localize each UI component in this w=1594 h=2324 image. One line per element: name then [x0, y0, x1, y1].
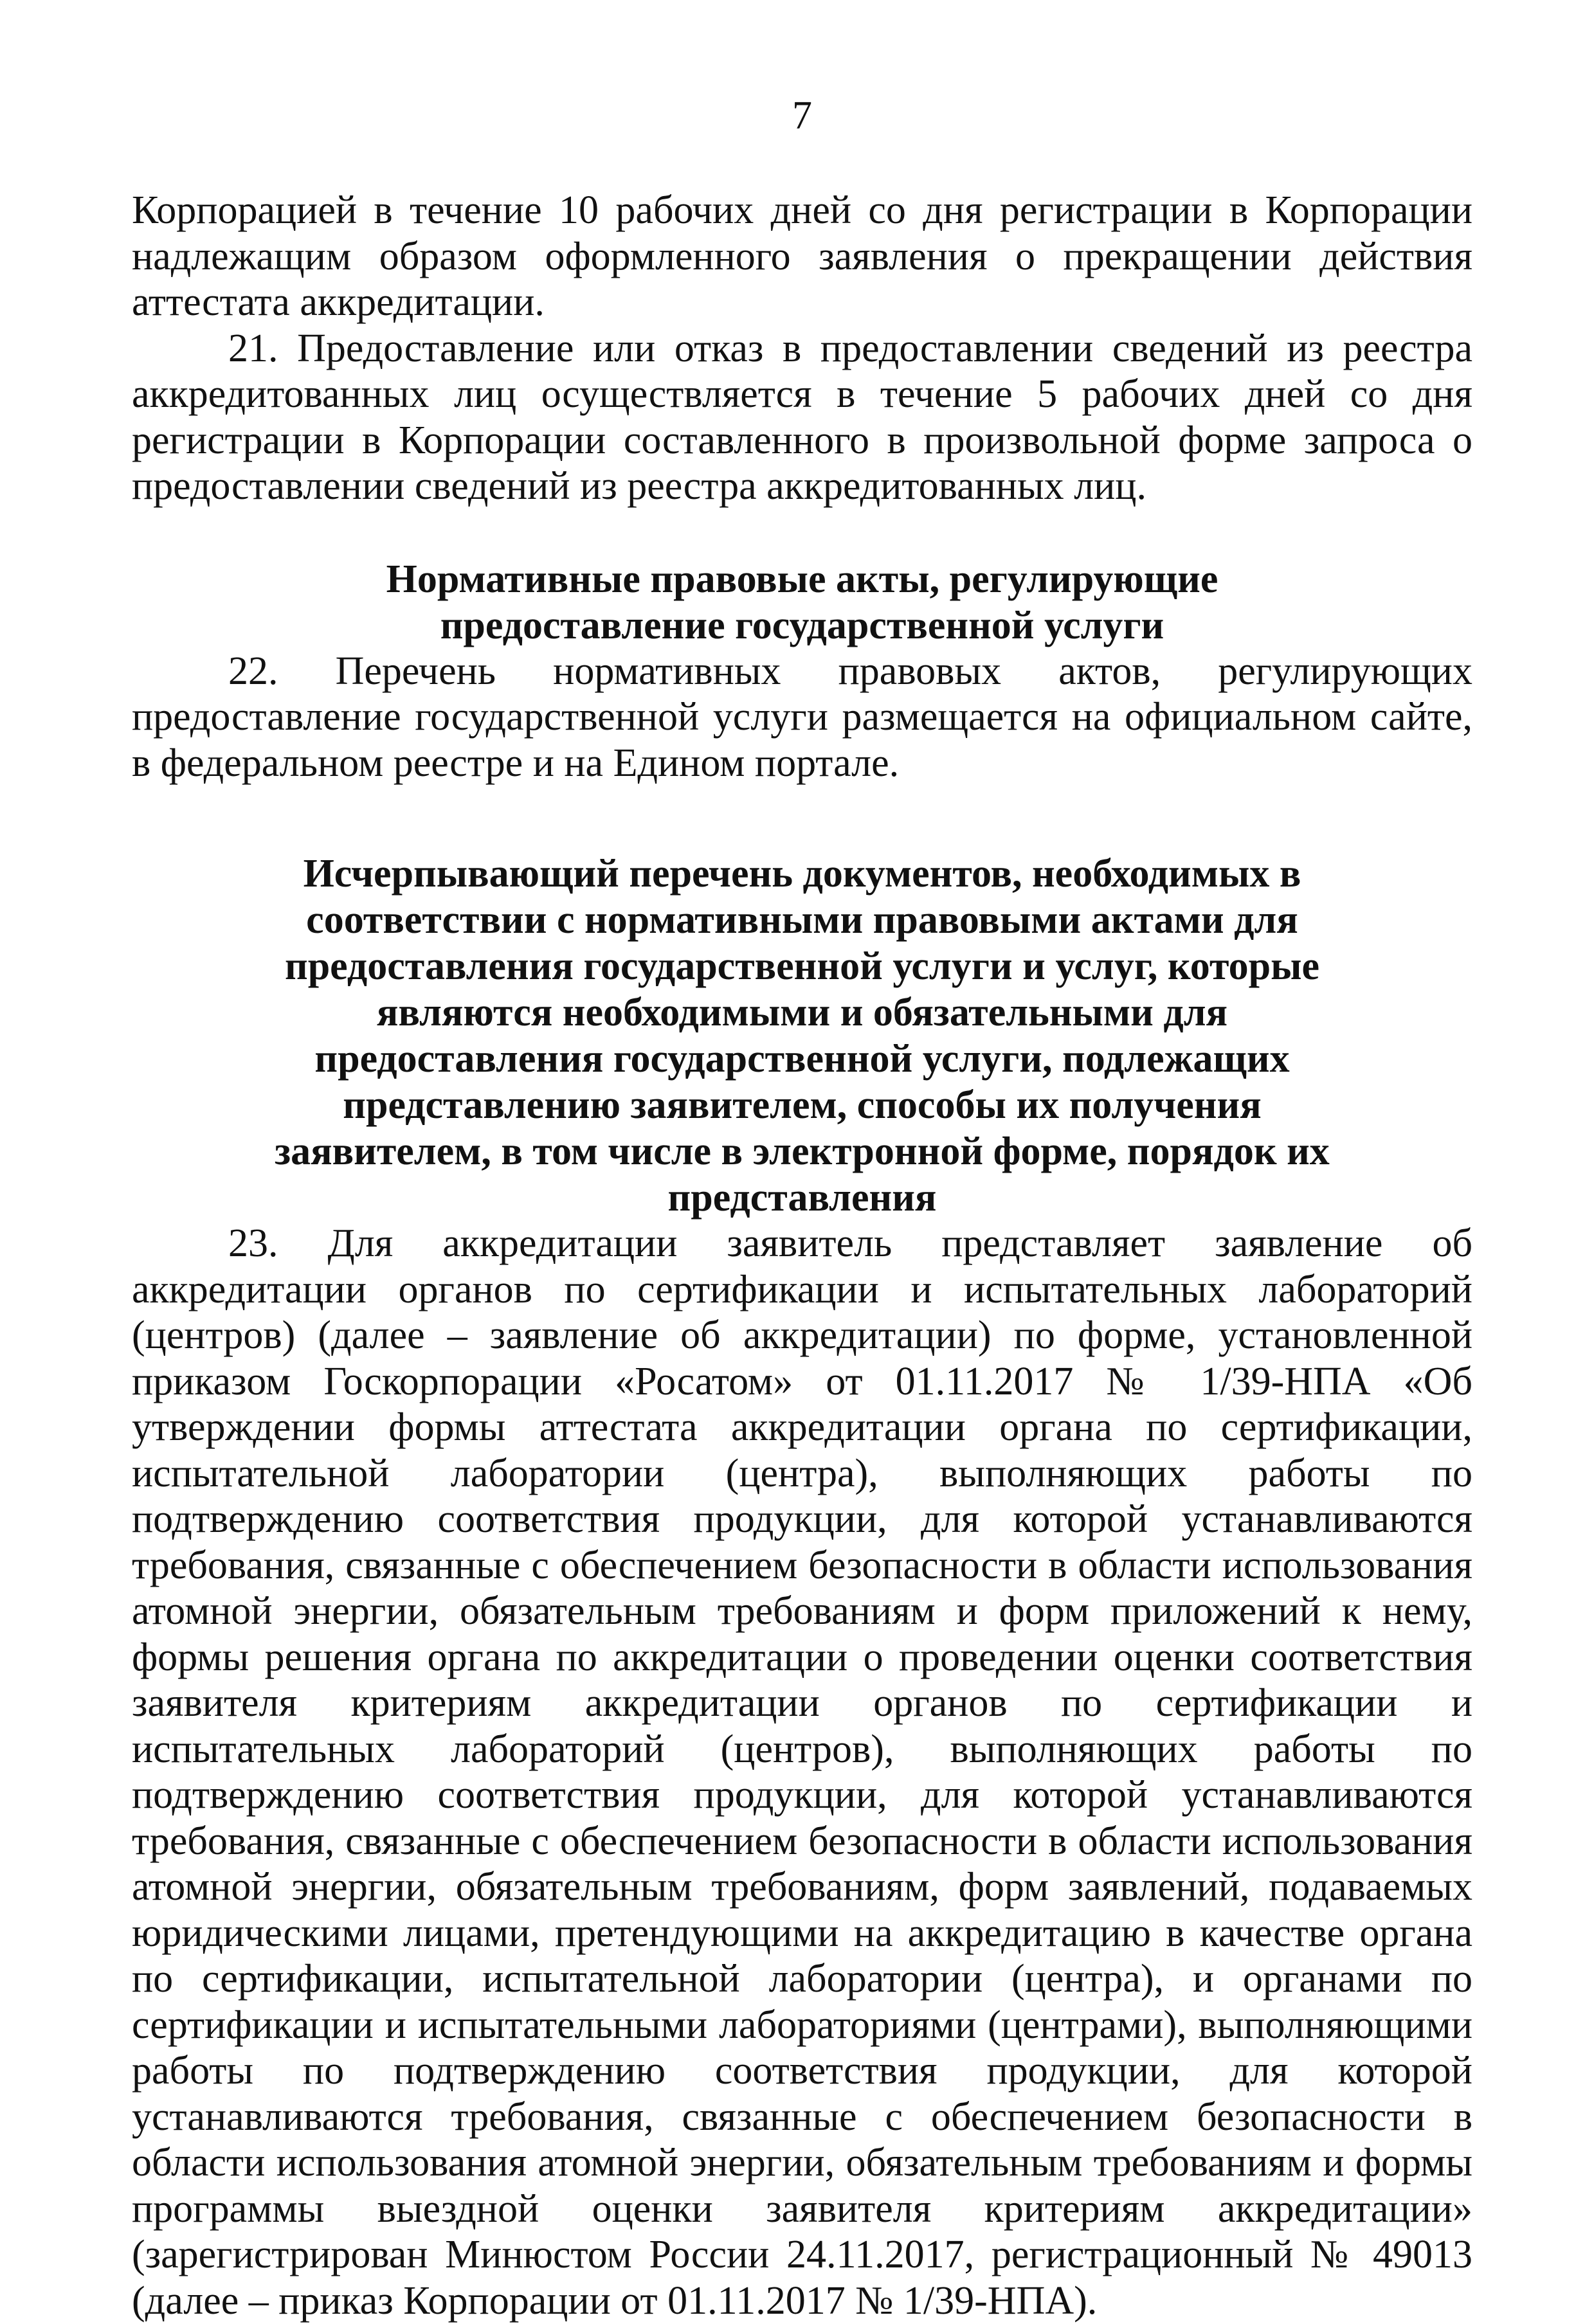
- item-21: 21. Предоставление или отказ в предоставлении сведений из реестра аккредитованных лиц осуществляется в течение 5 рабочих дней со дня регистрации в Корпорации составленного в произвольной форме запроса о предоставлении сведений из реестра аккредитованных лиц.: [132, 326, 1472, 508]
- item-22: 22. Перечень нормативных правовых актов, регулирующих предоставление государственной услуги размещается на официальном сайте, в федеральном реестре и на Едином портале.: [132, 649, 1472, 785]
- heading-documents-list: Исчерпывающий перечень документов, необходимых в соответствии с нормативными правовыми актами для предоставления государственной услуги и услуг, которые являются необходимыми и обязательными для предоставления государственной услуги, подлежащих представлению заявителем, способы их получения заявителем, в том числе в электронной форме, порядок их представления: [275, 852, 1330, 1220]
- paragraph-continuation: Корпорацией в течение 10 рабочих дней со дня регистрации в Корпорации надлежащим образом оформленного заявления о прекращении действия аттестата аккредитации.: [132, 188, 1472, 324]
- heading-normative-acts: Нормативные правовые акты, регулирующие предоставление государственной услуги: [386, 557, 1218, 647]
- item-23: 23. Для аккредитации заявитель представляет заявление об аккредитации органов по сертификации и испытательных лабораторий (центров) (далее – заявление об аккредитации) по форме, установленной приказом Госкорпорации «Росатом» от 01.11.2017 № 1/39-НПА «Об утверждении формы аттестата аккредитации органа по сертификации, испытательной лаборатории (центра), выполняющих работы по подтверждению соответствия продукции, для которой устанавливаются требования, связанные с обеспечением безопасности в области использования атомной энергии, обязательным требованиям и форм приложений к нему, формы решения органа по аккредитации о проведении оценки соответствия заявителя критериям аккредитации органов по сертификации и испытательных лабораторий (центров), выполняющих работы по подтверждению соответствия продукции, для которой устанавливаются требования, связанные с обеспечением безопасности в области использования атомной энергии, обязательным требованиям, форм заявлений, подаваемых юридическими лицами, претендующими на аккредитацию в качестве органа по сертификации, испытательной лаборатории (центра), и органами по сертификации и испытательными лабораториями (центрами), выполняющими работы по подтверждению соответствия продукции, для которой устанавливаются требования, связанные с обеспечением безопасности в области использования атомной энергии, обязательным требованиям и формы программы выездной оценки заявителя критериям аккредитации» (зарегистрирован Минюстом России 24.11.2017, регистрационный № 49013 (далее – приказ Корпорации от 01.11.2017 № 1/39-НПА).: [132, 1221, 1472, 2323]
- document-body: [132, 188, 1472, 2324]
- page-number: 7: [792, 94, 812, 138]
